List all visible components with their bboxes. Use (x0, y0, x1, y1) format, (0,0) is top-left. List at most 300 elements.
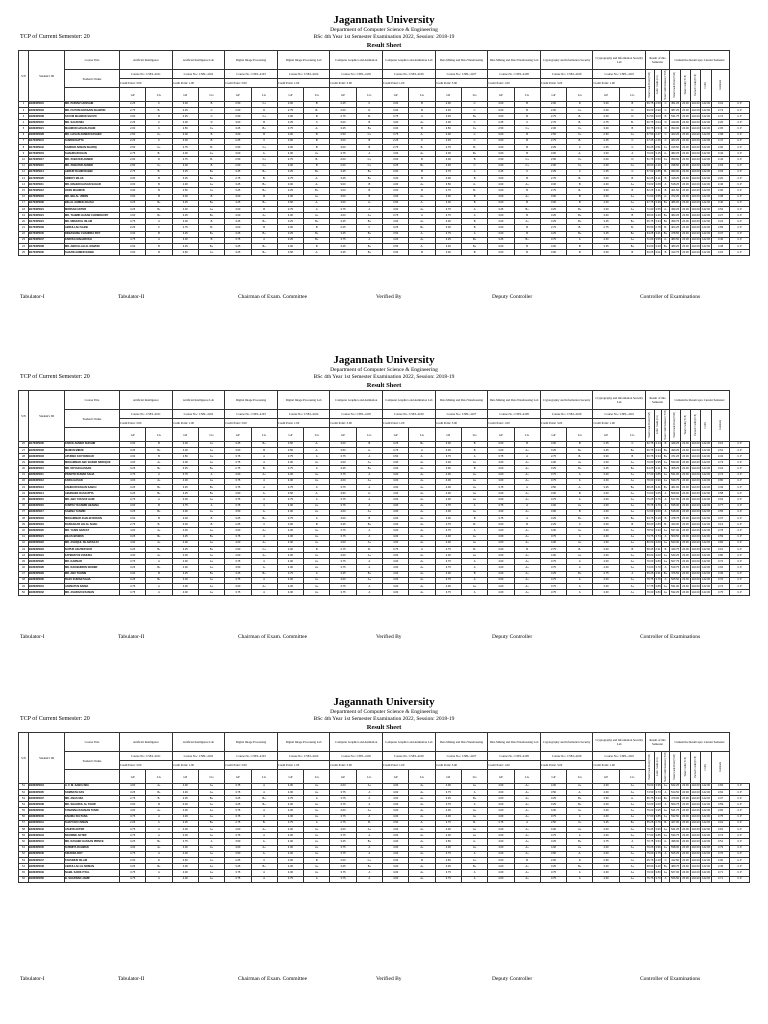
cumulative-result-cell: 142.00 (691, 515, 701, 521)
cumulative-result-cell: 142.00 (691, 454, 701, 460)
cumulative-result-cell: 471.25 (670, 454, 681, 460)
semester-result-cell: 3.79 (655, 876, 662, 882)
lg-cell: A+ (304, 478, 330, 484)
cumulative-result-cell: C.P (730, 783, 750, 789)
student-name-cell: SUSMITA RAHMAN (65, 845, 120, 851)
semester-result-cell: 4.00 (655, 540, 662, 546)
student-name-cell: MD. RAKIBUDDIN SIKDER (65, 565, 120, 571)
lg-cell: A+ (304, 151, 330, 157)
lg-cell: B+ (567, 447, 593, 453)
header-row-credit (19, 79, 750, 88)
lg-cell: A (251, 814, 277, 820)
gp-cell: 3.75 (277, 466, 303, 472)
lg-cell: B+ (567, 796, 593, 802)
cumulative-result-cell: 440.75 (670, 546, 681, 552)
lg-cell: B+ (146, 839, 172, 845)
semester-result-cell: B (662, 114, 670, 120)
semester-result-cell: A+ (662, 590, 670, 596)
cumulative-col-label: Comment (718, 79, 722, 90)
cumulative-result-cell: 3.40 (712, 200, 730, 206)
cumulative-result-cell: 499.25 (670, 206, 681, 212)
gp-cell: 4.00 (488, 808, 514, 814)
cumulative-result-cell: 20.00 (681, 441, 691, 447)
lg-cell: C (514, 169, 540, 175)
lg-cell: B+ (146, 509, 172, 515)
lg-cell: C+ (146, 163, 172, 169)
cumulative-result-cell: C.P (730, 454, 750, 460)
gp-cell: 3.50 (225, 491, 251, 497)
semester-result-cell: 66.75 (646, 796, 655, 802)
semester-result-cell: 51.50 (646, 114, 655, 120)
semester-result-cell: 77.75 (646, 584, 655, 590)
student-id-cell: B180305003 (29, 107, 65, 113)
lg-cell: A+ (619, 870, 645, 876)
student-name-cell: RAJU KUMAR SAHA (65, 577, 120, 583)
semester-result-cell: 3.55 (655, 206, 662, 212)
lg-cell: A+ (198, 447, 224, 453)
gp-cell: 4.00 (593, 870, 619, 876)
course-title-header: Course Title (65, 391, 120, 410)
student-id-cell: B180305022 (29, 540, 65, 546)
cumulative-result-cell: 142.00 (701, 151, 712, 157)
lg-cell: A (304, 454, 330, 460)
gp-cell: 2.25 (330, 101, 356, 107)
credit-point: Credit Point: 1.00 (383, 79, 436, 88)
course-number: Course No.: CSEL-4107 (435, 70, 488, 79)
gp-cell: 3.25 (120, 546, 146, 552)
gp-cell: 4.00 (172, 789, 198, 795)
gp-cell: 3.75 (540, 237, 566, 243)
cumulative-result-cell: 142.00 (691, 577, 701, 583)
cumulative-result-cell: 142.00 (701, 515, 712, 521)
lg-header: LG (619, 428, 645, 441)
cumulative-result-cell: C.P (730, 188, 750, 194)
cumulative-result-cell: 519.75 (670, 565, 681, 571)
student-id-cell: B180305018 (29, 515, 65, 521)
lg-cell: A+ (409, 194, 435, 200)
gp-cell: 3.75 (488, 503, 514, 509)
lg-cell: A (198, 839, 224, 845)
lg-cell: B+ (304, 169, 330, 175)
cumulative-result-cell: 142.00 (701, 827, 712, 833)
gp-cell: 3.50 (593, 796, 619, 802)
gp-cell: 3.25 (330, 864, 356, 870)
cumulative-result-cell: 20.00 (681, 546, 691, 552)
course-number: Course No.: CSEL-4101 (120, 70, 173, 79)
gp-cell: 3.75 (225, 534, 251, 540)
sheet-title: Result Sheet (366, 42, 402, 49)
cumulative-result-cell: C.P (730, 565, 750, 571)
lg-cell: B+ (567, 219, 593, 225)
semester-result-cell: 3.95 (655, 808, 662, 814)
gp-cell: 2.25 (120, 225, 146, 231)
gp-cell: 3.25 (540, 231, 566, 237)
lg-cell: A+ (198, 540, 224, 546)
gp-cell: 3.25 (120, 839, 146, 845)
controller-signature: Controller of Examinations (640, 294, 701, 300)
lg-cell: A+ (409, 559, 435, 565)
semester-result-cell: 68.25 (646, 485, 655, 491)
sn-cell: 4 (19, 120, 29, 126)
gp-cell: 3.00 (383, 157, 409, 163)
lg-cell: D (146, 157, 172, 163)
semester-result-cell: B+ (662, 213, 670, 219)
student-id-cell: B180305048 (29, 864, 65, 870)
gp-cell: 2.25 (540, 169, 566, 175)
gp-cell: 3.00 (488, 213, 514, 219)
cumulative-result-cell: 2.90 (712, 857, 730, 863)
lg-cell: A (514, 820, 540, 826)
gp-cell: 4.00 (435, 509, 461, 515)
cumulative-result-cell: 142.00 (701, 796, 712, 802)
lg-header: LG (198, 88, 224, 101)
credit-point: Credit Point: 1.00 (593, 761, 646, 770)
lg-cell: A+ (304, 559, 330, 565)
cumulative-result-cell: 20.00 (681, 565, 691, 571)
gp-cell: 4.00 (225, 584, 251, 590)
cumulative-result-cell: 2.96 (712, 145, 730, 151)
gp-cell: 3.75 (435, 231, 461, 237)
lg-cell: A (514, 515, 540, 521)
semester-result-cell: B+ (662, 466, 670, 472)
lg-cell: A+ (304, 540, 330, 546)
semester-result-cell: 3.40 (655, 864, 662, 870)
cumulative-result-cell: C.P (730, 169, 750, 175)
gp-cell: 3.00 (540, 441, 566, 447)
lg-cell: B- (198, 157, 224, 163)
gp-cell: 3.75 (120, 876, 146, 882)
lg-cell: A (304, 796, 330, 802)
student-name-cell: MD. ABU YOUSUF HAIR (65, 497, 120, 503)
gp-cell: 4.00 (277, 553, 303, 559)
lg-cell: A+ (619, 194, 645, 200)
cumulative-result-cell: 478.50 (670, 231, 681, 237)
gp-cell: 3.25 (330, 219, 356, 225)
cumulative-result-cell: 532.25 (670, 590, 681, 596)
student-id-cell: B170305004 (29, 151, 65, 157)
gp-cell: 2.75 (540, 225, 566, 231)
lg-cell: B+ (619, 485, 645, 491)
course-number: Course No.: CSEL-4104 (277, 70, 330, 79)
lg-cell: A+ (514, 559, 540, 565)
lg-header: LG (409, 88, 435, 101)
lg-cell: B (461, 225, 487, 231)
lg-cell: C+ (251, 101, 277, 107)
cumulative-result-cell: 315.50 (670, 145, 681, 151)
gp-cell: 3.00 (540, 182, 566, 188)
cumulative-col-header (701, 70, 712, 102)
lg-cell: B- (251, 466, 277, 472)
semester-result-cell: 3.21 (655, 466, 662, 472)
semester-result-cell: B (662, 515, 670, 521)
course-title: Cryptography and Information Security (540, 733, 593, 752)
gp-cell: 4.00 (383, 182, 409, 188)
cumulative-result-cell: 20.00 (681, 478, 691, 484)
lg-cell: A- (409, 200, 435, 206)
gp-cell: 3.50 (383, 454, 409, 460)
student-id-cell: B170305030 (29, 441, 65, 447)
gp-cell: 3.75 (435, 559, 461, 565)
lg-cell: A+ (514, 553, 540, 559)
semester-result-cell: B+ (662, 864, 670, 870)
gp-cell: 4.00 (120, 845, 146, 851)
semester-result-cell: 73.00 (646, 491, 655, 497)
course-number: Course No.: CSEL-4105 (330, 70, 383, 79)
semester-result-cell: 3.55 (655, 237, 662, 243)
cumulative-result-cell: 20.00 (681, 145, 691, 151)
semester-result-cell: 2.50 (655, 101, 662, 107)
lg-cell: B (461, 250, 487, 256)
course-number: Course No.: CSEL-4107 (435, 410, 488, 419)
gp-cell: 2.75 (120, 169, 146, 175)
gp-cell: 2.50 (225, 157, 251, 163)
gp-cell: 3.25 (435, 796, 461, 802)
lg-cell: A- (304, 491, 330, 497)
lg-cell: B (198, 515, 224, 521)
gp-cell: 3.25 (435, 864, 461, 870)
lg-cell: B+ (251, 126, 277, 132)
gp-cell: 4.00 (383, 553, 409, 559)
lg-cell: D (356, 107, 382, 113)
gp-cell: 3.75 (435, 789, 461, 795)
gp-cell: 3.75 (383, 447, 409, 453)
cumulative-result-cell: 142.00 (701, 553, 712, 559)
gp-cell: 4.00 (277, 503, 303, 509)
cumulative-result-cell: 3.82 (712, 540, 730, 546)
lg-cell: C (251, 857, 277, 863)
gp-cell: 3.00 (120, 194, 146, 200)
semester-result-cell: 45.75 (646, 857, 655, 863)
gp-cell: 4.00 (383, 534, 409, 540)
gp-cell: 3.00 (172, 194, 198, 200)
lg-cell: B- (567, 120, 593, 126)
cumulative-result-cell: 142.00 (701, 528, 712, 534)
cumulative-col-header (681, 70, 691, 102)
semester-result-cell: B+ (662, 244, 670, 250)
student-id-cell: B180305015 (29, 497, 65, 503)
lg-cell: A (251, 478, 277, 484)
lg-cell: A (461, 206, 487, 212)
semester-result-cell: 66.75 (646, 219, 655, 225)
cumulative-result-cell: 142.00 (701, 485, 712, 491)
gp-cell: 4.00 (488, 802, 514, 808)
cumulative-result-cell: 3.79 (712, 845, 730, 851)
lg-cell: A+ (356, 827, 382, 833)
cumulative-result-cell: 142.00 (691, 845, 701, 851)
lg-cell: B (409, 175, 435, 181)
lg-cell: A+ (514, 814, 540, 820)
gp-cell: 2.75 (330, 546, 356, 552)
gp-cell: 4.00 (383, 503, 409, 509)
gp-header: GP (383, 770, 409, 783)
lg-cell: B+ (146, 565, 172, 571)
gp-cell: 4.00 (172, 870, 198, 876)
gp-cell: 4.00 (488, 864, 514, 870)
student-name-cell: ASHIKUR RAHAN SABUJ (65, 485, 120, 491)
lg-cell: B (251, 225, 277, 231)
semester-result-cell: 3.70 (655, 565, 662, 571)
lg-cell: A (567, 478, 593, 484)
lg-cell: B (514, 225, 540, 231)
lg-cell: A (356, 870, 382, 876)
lg-cell: A+ (251, 472, 277, 478)
cumulative-result-cell: 142.00 (701, 126, 712, 132)
gp-cell: 3.75 (225, 789, 251, 795)
lg-cell: A+ (409, 783, 435, 789)
gp-cell: 4.00 (383, 237, 409, 243)
cumulative-result-cell: 142.00 (691, 101, 701, 107)
cumulative-result-cell: 412.50 (670, 857, 681, 863)
gp-cell: 4.00 (277, 789, 303, 795)
semester-result-cell: 67.75 (646, 200, 655, 206)
gp-cell: 4.00 (330, 577, 356, 583)
gp-header: GP (225, 770, 251, 783)
semester-col-label: Total Grade Point (TGP) (648, 412, 652, 438)
student-name-cell: HOZE MAHMUD (65, 188, 120, 194)
cumulative-result-cell: 142.00 (691, 857, 701, 863)
gp-cell: 3.25 (383, 225, 409, 231)
gp-cell: 3.75 (120, 870, 146, 876)
lg-cell: A+ (514, 789, 540, 795)
gp-cell: 3.75 (120, 219, 146, 225)
lg-cell: B+ (514, 237, 540, 243)
cumulative-result-cell: 537.00 (670, 528, 681, 534)
gp-cell: 2.50 (225, 546, 251, 552)
tabulator-1-signature: Tabulator-I (20, 294, 45, 300)
cumulative-result-cell: 20.00 (681, 151, 691, 157)
student-name-cell: MD. RASHED HASSAN PRINCE (65, 839, 120, 845)
gp-cell: 3.00 (593, 151, 619, 157)
gp-cell: 4.00 (383, 515, 409, 521)
student-name-cell: MOHAMMAD KHALID ROKON (65, 515, 120, 521)
lg-cell: C (251, 138, 277, 144)
gp-cell: 3.75 (277, 485, 303, 491)
cumulative-col-label: Total Grade Point (TGP) (673, 72, 677, 98)
cumulative-result-cell: 142.00 (691, 870, 701, 876)
gp-cell: 3.75 (488, 485, 514, 491)
semester-result-cell: 2.91 (655, 546, 662, 552)
cumulative-result-cell: 3.64 (712, 497, 730, 503)
gp-cell: 4.00 (383, 789, 409, 795)
gp-cell: 4.00 (172, 808, 198, 814)
gp-cell: 4.00 (383, 584, 409, 590)
course-number: Course No.: CSEL-4106 (383, 70, 436, 79)
cumulative-result-cell: C.P (730, 200, 750, 206)
lg-cell: A+ (409, 460, 435, 466)
semester-col-label: Letter Grade (LG) (656, 415, 660, 435)
student-row (19, 876, 750, 882)
cumulative-result-cell: 483.25 (670, 151, 681, 157)
gp-cell: 3.00 (593, 188, 619, 194)
sn-cell: 34 (19, 491, 29, 497)
cumulative-result-cell: 142.00 (701, 584, 712, 590)
credit-point: Credit Point: 3.00 (435, 419, 488, 428)
semester-result-cell: 3.65 (655, 491, 662, 497)
semester-col-header (655, 410, 662, 442)
exam-title: BSc 4th Year 1st Semester Examination 2022, Session: 2018-19 (313, 34, 455, 40)
gp-cell: 4.00 (120, 478, 146, 484)
semester-result-cell: B+ (662, 231, 670, 237)
gp-cell: 4.00 (540, 540, 566, 546)
lg-cell: A+ (461, 478, 487, 484)
gp-cell: 3.25 (277, 231, 303, 237)
cumulative-result-cell: 142.00 (701, 577, 712, 583)
lg-cell: A (251, 870, 277, 876)
gp-cell: 4.00 (172, 577, 198, 583)
cumulative-result-cell: 142.00 (701, 466, 712, 472)
gp-cell: 3.00 (383, 857, 409, 863)
cumulative-result-cell: 142.00 (701, 219, 712, 225)
cumulative-result-cell: 3.42 (712, 151, 730, 157)
gp-cell: 3.25 (593, 447, 619, 453)
gp-header: GP (435, 88, 461, 101)
lg-cell: A+ (461, 497, 487, 503)
lg-cell: A- (409, 132, 435, 138)
cumulative-result-cell: 20.00 (681, 857, 691, 863)
cumulative-result-cell: C.P (730, 466, 750, 472)
course-title: Data Mining and Data Warehousing (435, 391, 488, 410)
semester-result-cell: 3.60 (655, 802, 662, 808)
cumulative-result-cell: 20.00 (681, 553, 691, 559)
lg-cell: A+ (514, 590, 540, 596)
cumulative-result-cell: 350.50 (670, 157, 681, 163)
gp-cell: 2.75 (540, 120, 566, 126)
lg-cell: A (461, 454, 487, 460)
gp-cell: 4.00 (383, 491, 409, 497)
lg-cell: A (146, 590, 172, 596)
lg-cell: A- (409, 820, 435, 826)
gp-cell: 3.00 (593, 522, 619, 528)
cumulative-result-cell: 142.00 (691, 182, 701, 188)
semester-result-cell: 80.00 (646, 540, 655, 546)
lg-cell: A+ (304, 789, 330, 795)
lg-cell: C (461, 132, 487, 138)
lg-cell: B (514, 101, 540, 107)
lg-cell: B (146, 802, 172, 808)
lg-cell: B- (461, 188, 487, 194)
sn-cell: 17 (19, 200, 29, 206)
lg-cell: B (304, 145, 330, 151)
lg-cell: A+ (619, 182, 645, 188)
cumulative-result-cell: 20.00 (681, 783, 691, 789)
student-id-cell: B170305026 (29, 175, 65, 181)
student-name-cell: SRIJONA ROY (65, 851, 120, 857)
gp-cell: 3.00 (488, 225, 514, 231)
semester-result-cell: 47.25 (646, 138, 655, 144)
gp-cell: 4.00 (383, 472, 409, 478)
gp-cell: 3.25 (172, 231, 198, 237)
course-number: Course No.: CSEL-4108 (488, 70, 541, 79)
gp-cell: 3.25 (120, 509, 146, 515)
lg-cell: C+ (356, 163, 382, 169)
gp-cell: 3.00 (383, 175, 409, 181)
sn-cell: 10 (19, 157, 29, 163)
semester-result-cell: 3.11 (655, 175, 662, 181)
lg-cell: A+ (356, 577, 382, 583)
cumulative-result-cell: C.P (730, 194, 750, 200)
lg-cell: C (304, 120, 330, 126)
gp-cell: 3.25 (120, 534, 146, 540)
lg-cell: B (461, 157, 487, 163)
lg-cell: A+ (619, 851, 645, 857)
cumulative-result-cell: 3.70 (712, 577, 730, 583)
cumulative-result-cell: 142.00 (701, 808, 712, 814)
gp-cell: 4.00 (172, 528, 198, 534)
lg-cell: C (198, 114, 224, 120)
lg-header: LG (146, 88, 172, 101)
gp-cell: 4.00 (120, 460, 146, 466)
lg-cell: B (409, 857, 435, 863)
